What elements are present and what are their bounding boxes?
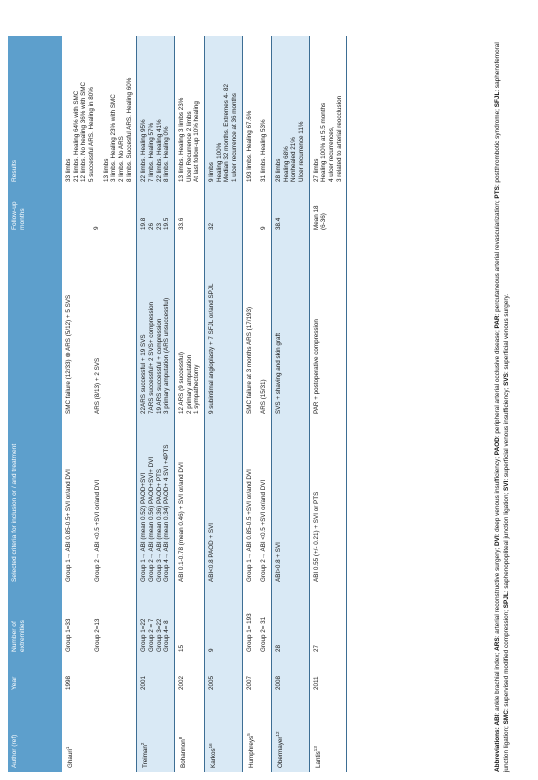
results-line: 33 limbs	[65, 158, 72, 182]
n-line: 28	[275, 644, 283, 652]
results-line: Ulcer recurrence 11%	[298, 121, 306, 182]
header-author: Author (ref)	[8, 694, 62, 772]
line-spacer	[65, 190, 72, 230]
n-line: Group 4= 8	[163, 620, 171, 652]
results-line: At last follow-up 10% healing	[193, 101, 201, 182]
n-line: Group 2= 31	[260, 616, 268, 652]
author-ref: 5	[245, 733, 251, 736]
followup-cell	[62, 186, 137, 234]
criteria-line: Group 1→ ABI 0.85-0.5 +SVI or/and DVI	[245, 469, 253, 582]
table-row	[242, 36, 271, 772]
followup-line: 9	[259, 226, 267, 230]
treatment-line: 9 subintimal angioplasty + 7 SFJL or/and SPJL	[208, 283, 216, 414]
criteria-line: Group 3→ ABI (mean 0.36) PAOD+ PTS	[155, 468, 163, 582]
results-cell	[205, 36, 243, 186]
author-name: Bohannon	[180, 739, 188, 768]
results-line: 31 limbs. Healing 53%	[260, 119, 268, 182]
abbreviation-term: DVI	[494, 535, 501, 547]
author-ref: 13	[312, 746, 318, 752]
n-cell	[242, 586, 271, 656]
abbreviation-term: PTS	[494, 186, 501, 199]
n-line: 15	[178, 644, 186, 652]
followup-line: 38.4	[275, 217, 283, 230]
author-cell	[242, 694, 271, 772]
followup-line: 23	[155, 222, 163, 230]
treatment-cell	[62, 234, 137, 418]
results-cell	[309, 36, 347, 186]
line-spacer	[80, 590, 87, 652]
author-ref: 8	[178, 736, 184, 740]
abbreviation-definition: saphenofemoral junction ligation;	[494, 42, 510, 772]
n-cell	[175, 586, 205, 656]
line-spacer	[96, 40, 103, 182]
author-cell	[175, 694, 205, 772]
treatment-line: 12 ARS (9 successful)	[178, 352, 186, 414]
line-spacer	[253, 40, 260, 182]
line-spacer	[253, 590, 260, 652]
table-row	[137, 36, 175, 772]
followup-cell	[175, 186, 205, 234]
criteria-line: ABI 0.55 (+/- 0.21) + SVI or PTS	[312, 491, 320, 582]
results-table	[8, 36, 347, 772]
results-line: 8 limbs. Succesful ARS. Healing 60%	[125, 77, 133, 182]
criteria-cell	[309, 418, 347, 586]
followup-cell	[242, 186, 271, 234]
treatment-line: 2 primary amputation	[185, 354, 193, 414]
line-spacer	[73, 590, 80, 652]
followup-line: 33.6	[178, 217, 186, 230]
criteria-line: ABI<0.8 PAOD + SVI	[208, 522, 216, 582]
results-line: Ulcer Recurrence 2 limbs	[185, 111, 193, 182]
author-name: Lantis	[314, 751, 322, 768]
results-line: Nonhealed 21%	[290, 137, 298, 182]
table-row	[205, 36, 243, 772]
abbreviation-term: PAOD	[494, 437, 501, 456]
criteria-cell	[242, 418, 271, 586]
abbreviation-definition: percutaneous arterial revascularization;	[494, 200, 501, 312]
criteria-line: Group 2→ ABI <0.5 +SVI or/and DVI	[93, 479, 101, 582]
abbreviation-definition: saphenopopliteal junction ligation;	[502, 492, 510, 589]
author-name: Obermayer	[277, 736, 285, 768]
results-line: 28 limbs	[275, 158, 283, 182]
n-cell	[137, 586, 175, 656]
header-criteria: Selected criteria for inclusion or / and treatment	[8, 418, 62, 586]
criteria-line: Group 1→ ABI (mean 0.52) PAOD+SVI	[140, 472, 148, 582]
line-spacer	[87, 238, 94, 414]
results-line: Healing 100%	[215, 142, 223, 182]
followup-line: (6-36)	[320, 213, 328, 230]
results-line: 8 limbs. Healing 0%	[163, 126, 171, 182]
criteria-cell	[62, 418, 137, 586]
results-line: 193 limbs. Healing 67.6%	[245, 110, 253, 182]
abbreviation-term: SVI	[502, 480, 510, 491]
year-cell: 2011	[309, 656, 347, 694]
results-line: 13 limbs. Healing 3 limbs 23%	[178, 97, 186, 182]
abbreviation-definition: deep venous insufficiency;	[494, 456, 501, 532]
abbreviation-definition: peripheral arterial occlusive disease;	[494, 330, 501, 434]
header-treatment	[8, 234, 62, 418]
abbreviation-definition: arterial reconstructive surgery;	[494, 547, 501, 634]
line-spacer	[86, 190, 93, 230]
followup-line: 32	[208, 222, 216, 230]
criteria-line: ABI>0.8 + SVI	[275, 542, 283, 582]
abbreviation-term: ABI	[494, 714, 501, 726]
followup-line: 19.8	[140, 217, 148, 230]
followup-line: 19.5	[163, 217, 171, 230]
criteria-line: Group 1→ ABI 0.85-0.5+ SVI or/and DVI	[65, 469, 72, 582]
followup-line: 26	[148, 222, 156, 230]
results-line: 13 limbs	[102, 158, 110, 182]
treatment-cell	[175, 234, 205, 418]
results-line: 22 limbs. Healing 41%	[155, 119, 163, 182]
treatment-cell	[272, 234, 310, 418]
header-year: Year	[8, 656, 62, 694]
line-spacer	[87, 590, 94, 652]
author-ref: 2	[140, 742, 146, 746]
n-line: Group 1=33	[65, 618, 72, 652]
criteria-cell	[272, 418, 310, 586]
n-line: Group 3=22	[155, 618, 163, 652]
line-spacer	[72, 190, 79, 230]
results-line: Median 32 months. Extremes 4- 82	[223, 84, 231, 182]
abbreviation-term: PAR	[494, 315, 501, 329]
followup-cell	[205, 186, 243, 234]
criteria-line: Group 2→ ABI <0.5 +SVI or/and DVI	[260, 479, 268, 582]
treatment-line: PAR + postoperative compression	[312, 319, 320, 414]
table-row	[309, 36, 347, 772]
abbreviation-term: ARS	[494, 637, 501, 651]
year-cell: 2007	[242, 656, 271, 694]
treatment-line: 22ARS successful + 19 SVS	[140, 334, 148, 414]
table-row	[175, 36, 205, 772]
year-cell: 1998	[62, 656, 137, 694]
treatment-line: 19 ARS successful + compression	[155, 318, 163, 414]
criteria-cell	[175, 418, 205, 586]
results-line: 12 limbs. No healing 36% with SMC	[80, 81, 88, 182]
line-spacer	[80, 238, 87, 414]
results-cell	[62, 36, 137, 186]
n-line: Group 1= 193	[245, 613, 253, 652]
treatment-cell	[309, 234, 347, 418]
n-line: Group 1=22	[140, 618, 148, 652]
followup-line: Mean 18	[312, 205, 320, 230]
results-cell	[272, 36, 310, 186]
abbreviation-term: SMC	[502, 710, 510, 725]
line-spacer	[246, 190, 253, 230]
table-body	[62, 36, 347, 772]
author-cell	[137, 694, 175, 772]
abbreviation-term: SPJL	[502, 592, 510, 609]
n-line: 27	[312, 644, 320, 652]
treatment-cell	[242, 234, 271, 418]
author-ref: 12	[275, 731, 281, 737]
n-cell	[205, 586, 243, 656]
header-results: Results	[8, 36, 62, 186]
author-cell	[205, 694, 243, 772]
author-cell	[272, 694, 310, 772]
author-name: Karkos	[210, 748, 218, 768]
results-line: 7 limbs. Healing 57%	[148, 122, 156, 182]
n-cell	[272, 586, 310, 656]
year-cell: 2001	[137, 656, 175, 694]
abbreviation-term: SVS	[502, 373, 510, 386]
n-cell	[62, 586, 137, 656]
results-line: 3 limbs. Healing 23% with SMC	[110, 94, 118, 182]
header-row	[8, 36, 62, 772]
results-line: 3 related to arterial reocclusion	[335, 95, 343, 182]
treatment-cell	[205, 234, 243, 418]
treatment-cell	[137, 234, 175, 418]
line-spacer	[253, 422, 260, 582]
results-line: Healing 68%	[282, 146, 290, 182]
line-spacer	[253, 190, 260, 230]
results-line: 5 successful ARS. Healing in 80%	[88, 87, 96, 182]
criteria-line: Group 2→ ABI (mean 0.56) PAOD+SVI+ DVI	[148, 456, 156, 582]
results-cell	[137, 36, 175, 186]
table-row	[272, 36, 310, 772]
results-line: 22 limbs. Healing 95%	[140, 119, 148, 182]
treatment-line: SMC failure (12/33) ⊕ ARS (5/12) + 5 SVS	[65, 294, 72, 414]
results-line: 1 ulcer recurrence at 36 months	[231, 93, 239, 182]
author-name: Ghauri	[67, 749, 75, 768]
header-extremities: Number of extremities	[8, 586, 62, 656]
followup-cell	[137, 186, 175, 234]
author-ref: 1	[65, 746, 70, 750]
table-row	[62, 36, 137, 772]
results-line: 4 ulcer recurrences,	[328, 126, 336, 182]
treatment-line: 3 primary amputation (ARS unsuccessful)	[163, 297, 171, 414]
results-line: Healing 100% at 5.5 months	[320, 102, 328, 182]
abbreviation-definition: superficial venous surgery.	[502, 293, 510, 370]
results-line: 27 limbs	[312, 158, 320, 182]
criteria-cell	[205, 418, 243, 586]
criteria-line: Group 4→ ABI (mean 0.34) PAOD+ 4 SVI +4PTS	[163, 444, 171, 582]
results-cell	[242, 36, 271, 186]
line-spacer	[73, 238, 80, 414]
author-name: Humphreys	[247, 735, 255, 768]
header-followup: Follow-up months	[8, 186, 62, 234]
abbreviation-term: SFJL	[494, 91, 501, 108]
line-spacer	[253, 238, 260, 414]
year-cell: 2008	[272, 656, 310, 694]
line-spacer	[73, 422, 80, 582]
criteria-cell	[137, 418, 175, 586]
results-line: 9 limbs	[208, 162, 216, 182]
abbreviations-label: Abbreviations:	[494, 727, 501, 772]
n-line: Group 2 = 7	[148, 618, 156, 652]
year-cell: 2005	[205, 656, 243, 694]
results-line: 21 limbs. Healing 64% with SMC	[72, 90, 80, 182]
results-line: 2 limbs. No ARS	[118, 136, 126, 182]
treatment-line: ARS (8/13) + 2 SVS	[93, 357, 101, 414]
n-cell	[309, 586, 347, 656]
abbreviations-footnote: Abbreviations: ABI: ankle brachial index; ARS: arterial reconstructive surgery; DVI: deep venous insufficiency; PAOD: peripheral arterial occlusive disease; PAR: percutaneous arterial revascularization; PTS: postthrombotic syndrome; SFJL: saphenofemoral junction ligation; SMC: supervised modified compression; SPJL: saphenopopliteal junction ligation; SVI: superficial venous insufficiency; SVS: superficial venous surgery.	[494, 42, 510, 772]
author-cell	[62, 694, 137, 772]
author-name: Treiman	[142, 745, 150, 768]
treatment-line: SMC failure at 3 months ARS (17/193)	[245, 306, 253, 414]
author-ref: 16	[208, 743, 214, 749]
followup-cell	[309, 186, 347, 234]
followup-cell	[272, 186, 310, 234]
line-spacer	[87, 422, 94, 582]
abbreviation-definition: superficial venous insufficiency;	[502, 387, 510, 478]
results-cell	[175, 36, 205, 186]
n-line: Group 2=13	[93, 618, 101, 652]
line-spacer	[80, 422, 87, 582]
treatment-line: 7ARS successful+ 2 SVS+ compression	[148, 302, 156, 414]
abbreviation-definition: ankle brachial index;	[494, 652, 501, 711]
abbreviation-definition: supervised modified compression;	[502, 609, 510, 707]
author-cell	[309, 694, 347, 772]
followup-line: 9	[93, 226, 100, 230]
abbreviation-definition: postthrombotic syndrome;	[494, 109, 501, 183]
treatment-line: ARS (15/31)	[260, 379, 268, 414]
n-line: 9	[208, 648, 216, 652]
line-spacer	[79, 190, 86, 230]
treatment-line: 1 sympathectomy	[193, 364, 201, 414]
criteria-line: ABI 0.1-0.78 (mean 0.46) + SVI or/and DVI	[178, 462, 186, 582]
year-cell: 2002	[175, 656, 205, 694]
treatment-line: SVS + shaving and skin graft	[275, 332, 283, 414]
